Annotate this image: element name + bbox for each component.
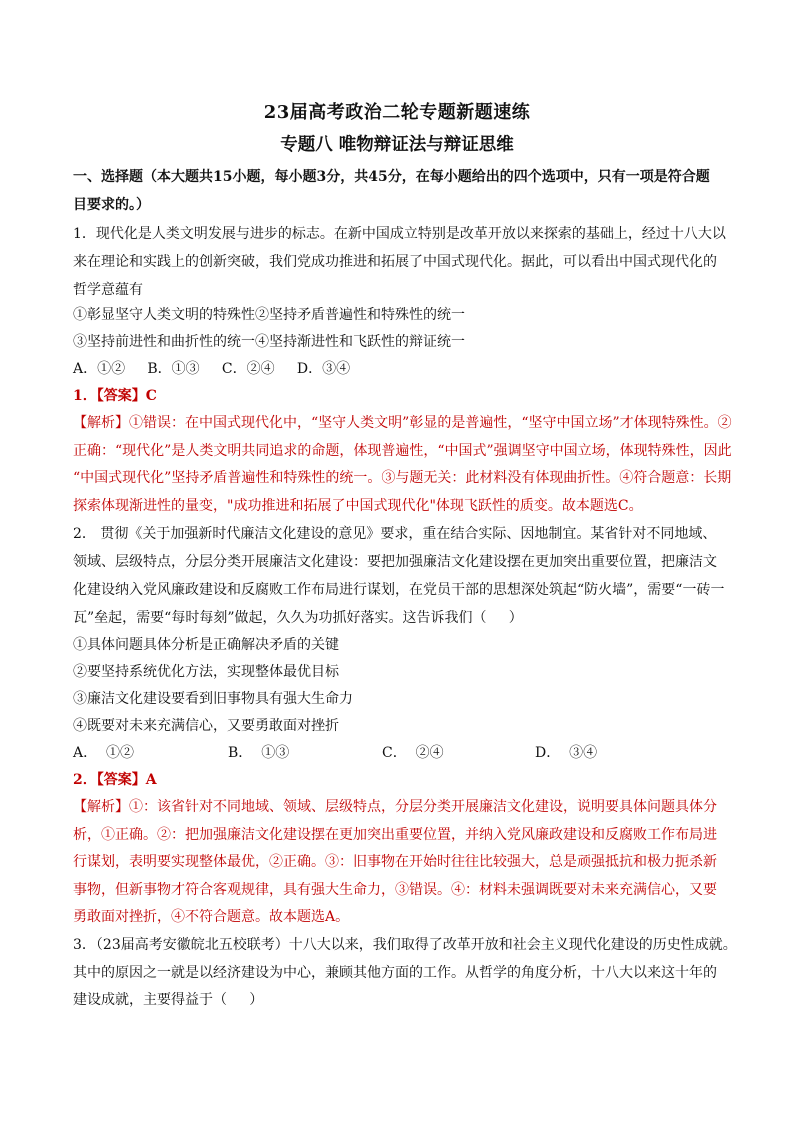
- document-subtitle: 专题八 唯物辩证法与辩证思维: [280, 135, 514, 155]
- q2-answer: 2．【答案】A: [73, 772, 157, 788]
- q1-analysis-line-3: “中国式现代化”坚持矛盾普遍性和特殊性的统一。③与题无关：此材料没有体现曲折性。④符合题意：长期: [73, 470, 732, 486]
- q1-analysis-line-2: 正确：“现代化”是人类文明共同追求的命题，体现普遍性，“中国式”强调坚守中国立场，体现特殊性，因此: [73, 443, 732, 459]
- q2-analysis-line-2: 析，①正确。②：把加强廉洁文化建设摆在更加突出重要位置，并纳入党风廉政建设和反腐败工作布局进: [73, 827, 717, 843]
- q1-analysis-line-4: 探索体现渐进性的量变，"成功推进和拓展了中国式现代化"体现飞跃性的质变。故本题选C。: [73, 498, 643, 514]
- q1-analysis-line-1: 【解析】①错误：在中国式现代化中，“坚守人类文明”彰显的是普遍性，“坚守中国立场”才体现特殊性。②: [73, 415, 732, 431]
- q1-stem-line-1: 1．现代化是人类文明发展与进步的标志。在新中国成立特别是改革开放以来探索的基础上，经过十八大以: [73, 226, 726, 242]
- q2-stem-line-3: 化建设纳入党风廉政建设和反腐败工作布局进行谋划，在党员干部的思想深处筑起“防火墙”，需要“一砖一: [73, 582, 725, 598]
- q2-option-c: C． ②④: [382, 745, 444, 761]
- section-heading-line-1: 一、选择题（本大题共15小题，每小题3分，共45分，在每小题给出的四个选项中，只有一项是符合题: [73, 169, 710, 185]
- q2-analysis-line-1: 【解析】①：该省针对不同地域、领域、层级特点，分层分类开展廉洁文化建设，说明要具体问题具体分: [73, 799, 717, 815]
- q2-option-b: B． ①③: [228, 745, 290, 761]
- q1-stem-line-3: 哲学意蕴有: [73, 282, 143, 298]
- q2-analysis-line-5: 勇敢面对挫折，④不符合题意。故本题选A。: [73, 909, 350, 925]
- q1-answer: 1．【答案】C: [73, 388, 157, 404]
- q3-stem-line-2: 其中的原因之一就是以经济建设为中心，兼顾其他方面的工作。从哲学的角度分析，十八大以来这十年的: [73, 965, 717, 981]
- q2-choice-line-3: ③廉洁文化建设要看到旧事物具有强大生命力: [73, 691, 353, 707]
- q2-stem-line-2: 领域、层级特点，分层分类开展廉洁文化建设：要把加强廉洁文化建设摆在更加突出重要位置，把廉洁文: [73, 554, 717, 570]
- q3-stem-line-3: 建设成就，主要得益于（ ）: [73, 992, 264, 1008]
- q1-options: A．①② B．①③ C．②④ D．③④: [73, 361, 351, 377]
- q2-analysis-line-4: 事物，但新事物才符合客观规律，具有强大生命力，③错误。④：材料未强调既要对未来充满信心，又要: [73, 882, 717, 898]
- q1-stem-line-2: 来在理论和实践上的创新突破，我们党成功推进和拓展了中国式现代化。据此，可以看出中国式现代化的: [73, 254, 717, 270]
- q2-option-d: D． ③④: [535, 745, 598, 761]
- document-title: 23届高考政治二轮专题新题速练: [263, 102, 531, 123]
- q2-stem-line-4: 瓦”垒起，需要“每时每刻”做起，久久为功抓好落实。这告诉我们（ ）: [73, 610, 523, 626]
- q1-choice-line-1: ①彰显坚守人类文明的特殊性②坚持矛盾普遍性和特殊性的统一: [73, 307, 465, 323]
- q3-stem-line-1: 3．（23届高考安徽皖北五校联考）十八大以来，我们取得了改革开放和社会主义现代化建设的历史性成就。: [73, 937, 737, 953]
- q2-choice-line-2: ②要坚持系统优化方法，实现整体最优目标: [73, 664, 339, 680]
- q2-choice-line-1: ①具体问题具体分析是正确解决矛盾的关键: [73, 637, 339, 653]
- q2-choice-line-4: ④既要对未来充满信心，又要勇敢面对挫折: [73, 718, 339, 734]
- q2-analysis-line-3: 行谋划，表明要实现整体最优，②正确。③：旧事物在开始时往往比较强大，总是顽强抵抗和极力扼杀新: [73, 854, 717, 870]
- section-heading-line-2: 目要求的。）: [73, 197, 150, 213]
- q2-option-a: A． ①②: [73, 745, 135, 761]
- q2-stem-line-1: 2． 贯彻《关于加强新时代廉洁文化建设的意见》要求，重在结合实际、因地制宜。某省针对不同地域、: [73, 526, 717, 542]
- q1-choice-line-2: ③坚持前进性和曲折性的统一④坚持渐进性和飞跃性的辩证统一: [73, 334, 465, 350]
